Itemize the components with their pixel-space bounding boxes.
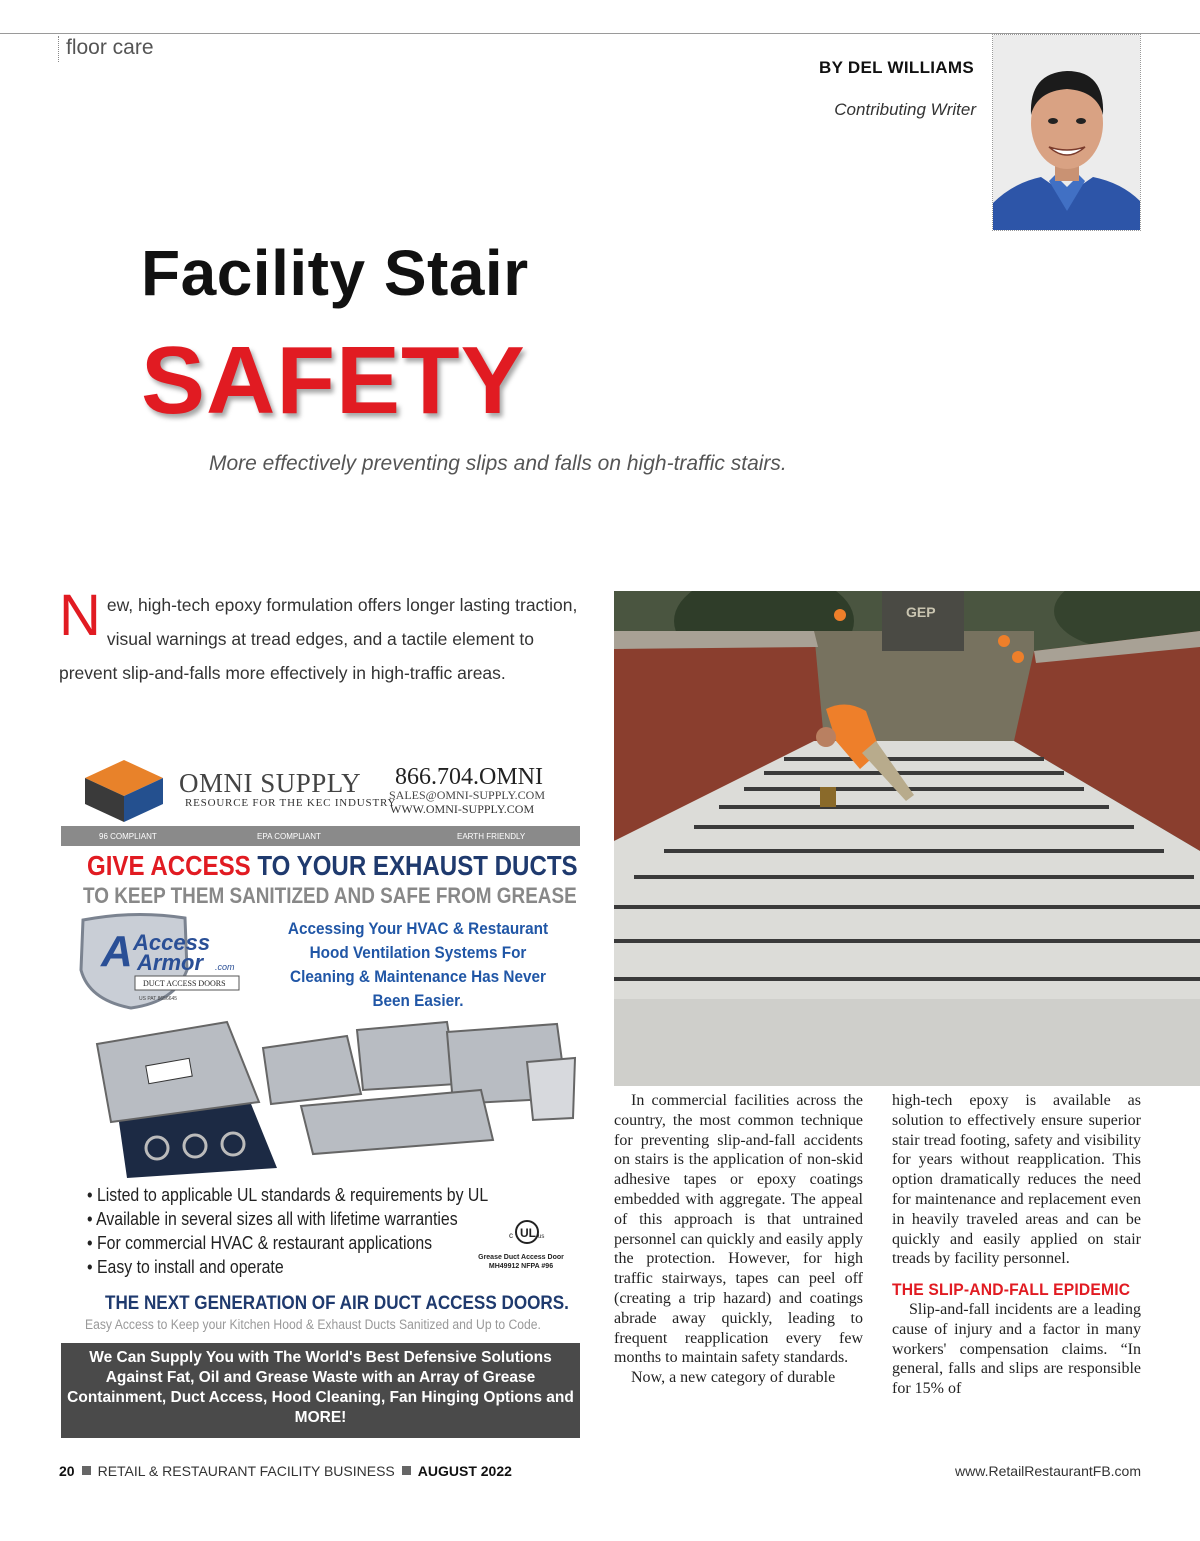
ad-bullet-list — [87, 1183, 488, 1279]
stair-photo — [614, 591, 1200, 1086]
duct-access-doors-image — [87, 1018, 577, 1178]
ul-certification-icon — [509, 1218, 545, 1246]
body-paragraph: high-tech epoxy is available as solution to effectively ensure superior stair tread footing, safety and visibility for years without reapplication. This option dramatically reduces the need for maintenance and replacement even in heavily traveled areas and can be quickly and easily applied on stair treads by facility personnel. — [892, 1092, 1141, 1268]
lede-paragraph — [59, 583, 589, 690]
ad-footer-box: We Can Supply You with The World's Best Defensive Solutions Against Fat, Oil and Grease Waste with an Array of Grease Containment, Duct Access, Hood Cleaning, Fan Hinging Options and MORE! — [61, 1343, 580, 1438]
ad-product-title: Accessing Your HVAC & Restaurant Hood Ventilation Systems For Cleaning & Maintenance Has Never Been Easier. — [287, 919, 549, 1010]
advertisement[interactable] — [61, 750, 580, 1438]
omni-cube-logo — [79, 756, 169, 826]
svg-text:.com: .com — [215, 962, 235, 972]
svg-text:A: A — [101, 927, 133, 976]
svg-text:Access: Access — [133, 930, 211, 955]
ad-email[interactable]: SALES@OMNI-SUPPLY.COM — [389, 788, 545, 802]
body-column-2 — [892, 1091, 1141, 1399]
ad-phone[interactable]: 866.704.OMNI — [395, 764, 543, 790]
svg-text:Armor: Armor — [137, 950, 204, 975]
section-divider — [58, 36, 59, 62]
square-bullet-icon — [82, 1466, 91, 1475]
ad-headline: GIVE ACCESS TO YOUR EXHAUST DUCTS — [87, 850, 578, 881]
access-armor-shield-logo — [75, 910, 265, 1010]
square-bullet-icon — [402, 1466, 411, 1475]
deck: More effectively preventing slips and falls on high-traffic stairs. — [209, 452, 787, 475]
issue-date: AUGUST 2022 — [417, 1463, 512, 1479]
website-url[interactable]: www.RetailRestaurantFB.com — [955, 1463, 1141, 1479]
body-column-1 — [614, 1091, 863, 1388]
ad-nextgen: THE NEXT GENERATION OF AIR DUCT ACCESS DOORS. — [105, 1293, 569, 1314]
ad-bullet: • Easy to install and operate — [87, 1255, 488, 1279]
svg-text:UL: UL — [520, 1226, 536, 1240]
compliance-96: 96 COMPLIANT — [99, 831, 157, 841]
svg-text:c: c — [509, 1231, 513, 1240]
ad-easy-access: Easy Access to Keep your Kitchen Hood & Exhaust Ducts Sanitized and Up to Code. — [85, 1317, 541, 1332]
publication-name: RETAIL & RESTAURANT FACILITY BUSINESS — [97, 1463, 395, 1479]
body-paragraph: Now, a new category of durable — [631, 1369, 836, 1387]
svg-text:US PAT 8656645: US PAT 8656645 — [139, 996, 178, 1002]
ul-caption: Grease Duct Access Door MH49912 NFPA #96 — [478, 1254, 564, 1270]
page-number: 20 — [59, 1463, 75, 1479]
section-subhead: THE SLIP-AND-FALL EPIDEMIC — [892, 1280, 1131, 1300]
author-photo — [992, 34, 1141, 231]
ad-bullet: • For commercial HVAC & restaurant applications — [87, 1231, 488, 1255]
headline-line-1: Facility Stair — [141, 237, 529, 309]
svg-text:us: us — [538, 1234, 545, 1240]
ad-website-link[interactable]: WWW.OMNI-SUPPLY.COM — [390, 802, 535, 816]
body-paragraph: Slip-and-fall incidents are a leading cause of injury and a factor in many workers' compensation claims. “In general, falls and slips are responsible for 15% of — [892, 1300, 1141, 1398]
ad-bullet: • Listed to applicable UL standards & requirements by UL — [87, 1183, 488, 1207]
svg-text:DUCT ACCESS DOORS: DUCT ACCESS DOORS — [143, 979, 226, 988]
body-paragraph: In commercial facilities across the country, the most common technique for preventing slip-and-fall accidents on stairs is the application of non-skid adhesive tapes or epoxy coatings embedded with aggregate. The appeal of this approach is that untrained personnel can quickly and easily apply the protection. However, for high traffic stairways, tapes can peel off (creating a trip hazard) and coatings abrade away quickly, leading to frequent reapplication every few months to maintain safety standards. — [614, 1092, 863, 1367]
compliance-epa: EPA COMPLIANT — [257, 831, 321, 841]
byline: BY DEL WILLIAMS — [819, 58, 974, 77]
ad-tagline: RESOURCE FOR THE KEC INDUSTRY — [185, 797, 397, 809]
compliance-earth: EARTH FRIENDLY — [457, 831, 526, 841]
ad-subhead: TO KEEP THEM SANITIZED AND SAFE FROM GREASE — [83, 883, 577, 908]
page-folio — [59, 1463, 512, 1479]
ad-compliance-bar — [61, 826, 580, 846]
drop-cap: N — [59, 583, 101, 648]
headline-line-2: SAFETY — [141, 327, 526, 434]
lede-text: ew, high-tech epoxy formulation offers longer lasting traction, visual warnings at tread edges, and a tactile element to prevent slip-and-falls more effectively in high-traffic areas. — [59, 595, 578, 683]
byline-role: Contributing Writer — [834, 100, 976, 119]
ad-bullet: • Available in several sizes all with lifetime warranties — [87, 1207, 488, 1231]
ad-brand: OMNI SUPPLY — [179, 768, 362, 798]
section-label: floor care — [66, 36, 154, 59]
svg-text:GEP: GEP — [906, 604, 936, 620]
